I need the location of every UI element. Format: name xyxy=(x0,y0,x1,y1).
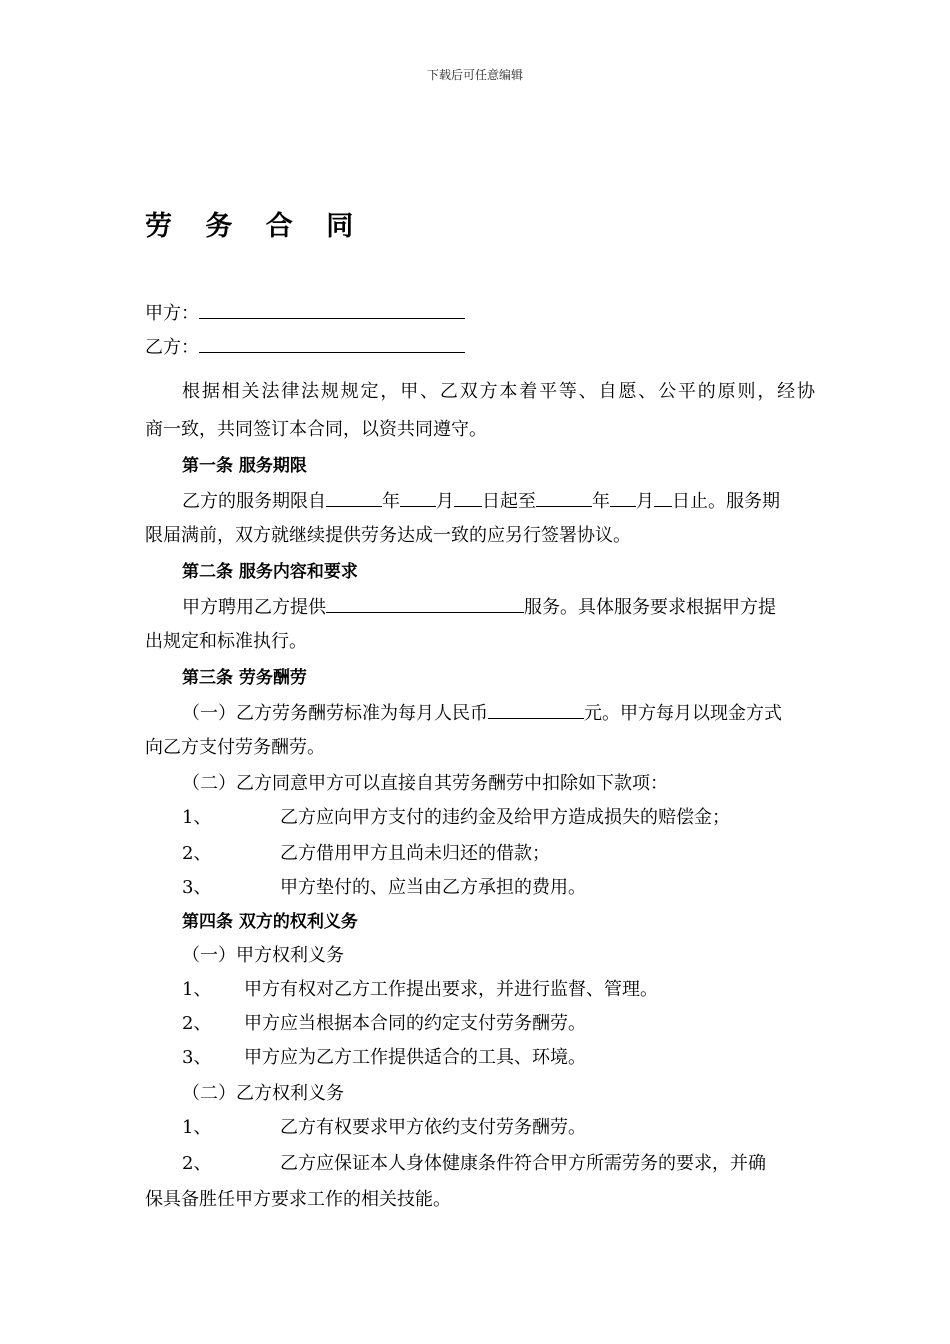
header-note: 下载后可任意编辑 xyxy=(426,68,523,82)
party-a-label: 甲方： xyxy=(145,303,199,324)
article-3-s2: （二）乙方同意甲方可以直接自其劳务酬劳中扣除如下款项： xyxy=(182,773,668,794)
item-text: 甲方应当根据本合同的约定支付劳务酬劳。 xyxy=(244,1013,586,1034)
item-text: 乙方借用甲方且尚未归还的借款； xyxy=(280,843,550,864)
article-4-heading: 第四条 双方的权利义务 xyxy=(182,912,358,932)
art1-text-a: 乙方的服务期限自 xyxy=(182,491,326,512)
start-month-blank[interactable] xyxy=(400,488,436,507)
party-b-label: 乙方： xyxy=(145,337,199,358)
deduction-item-2 xyxy=(182,842,815,866)
item-text: 甲方应为乙方工作提供适合的工具、环境。 xyxy=(244,1047,586,1068)
item-text: 甲方有权对乙方工作提出要求，并进行监督、管理。 xyxy=(244,979,658,1000)
deduction-item-1 xyxy=(182,806,815,830)
art1-text-g: 日止。服务期 xyxy=(672,491,780,512)
party-b-rights-heading: （二）乙方权利义务 xyxy=(182,1083,344,1104)
article-3-heading: 第三条 劳务酬劳 xyxy=(182,668,307,688)
art1-text-b: 年 xyxy=(382,491,400,512)
article-3-s1-line-2: 向乙方支付劳务酬劳。 xyxy=(145,737,325,758)
item-number: 3、 xyxy=(182,877,212,898)
item-number: 2、 xyxy=(182,1013,212,1034)
party-a-row xyxy=(145,300,815,326)
article-2-line-1 xyxy=(182,594,815,620)
article-1-line-2: 限届满前，双方就继续提供劳务达成一致的应另行签署协议。 xyxy=(145,525,631,546)
item-text: 甲方垫付的、应当由乙方承担的费用。 xyxy=(280,877,586,898)
item-text: 乙方应保证本人身体健康条件符合甲方所需劳务的要求，并确 xyxy=(280,1153,766,1174)
article-2-line-2: 出规定和标准执行。 xyxy=(145,631,307,652)
art1-text-c: 月 xyxy=(436,491,454,512)
art1-text-d: 日起至 xyxy=(482,491,536,512)
item-number: 1、 xyxy=(182,979,212,1000)
article-1-line-1 xyxy=(182,488,815,514)
party-b-item-2 xyxy=(182,1152,815,1176)
item-text: 乙方有权要求甲方依约支付劳务酬劳。 xyxy=(280,1117,586,1138)
document-title: 劳 务 合 同 xyxy=(145,211,366,242)
art3-s1-text-b: 元。甲方每月以现金方式 xyxy=(584,703,782,724)
party-a-item-2 xyxy=(182,1012,815,1036)
article-3-s1-line-1 xyxy=(182,700,815,726)
start-day-blank[interactable] xyxy=(454,488,482,507)
deduction-item-3 xyxy=(182,876,815,900)
end-month-blank[interactable] xyxy=(610,488,636,507)
party-b-item-2-continued: 保具备胜任甲方要求工作的相关技能。 xyxy=(145,1189,451,1210)
art1-text-f: 月 xyxy=(636,491,654,512)
item-number: 1、 xyxy=(182,1117,212,1138)
end-day-blank[interactable] xyxy=(654,488,672,507)
article-1-heading: 第一条 服务期限 xyxy=(182,456,307,476)
end-year-blank[interactable] xyxy=(536,488,592,507)
monthly-pay-blank[interactable] xyxy=(488,700,584,719)
art1-text-e: 年 xyxy=(592,491,610,512)
preamble-line-2: 商一致，共同签订本合同，以资共同遵守。 xyxy=(145,419,487,440)
article-2-heading: 第二条 服务内容和要求 xyxy=(182,562,358,582)
party-a-item-1 xyxy=(182,978,815,1002)
service-type-blank[interactable] xyxy=(326,594,524,613)
item-number: 2、 xyxy=(182,843,212,864)
item-number: 2、 xyxy=(182,1153,212,1174)
item-number: 1、 xyxy=(182,807,212,828)
party-a-rights-heading: （一）甲方权利义务 xyxy=(182,945,344,966)
art2-text-a: 甲方聘用乙方提供 xyxy=(182,597,326,618)
party-a-blank[interactable] xyxy=(199,300,465,319)
party-a-item-3 xyxy=(182,1046,815,1070)
party-b-row xyxy=(145,334,815,360)
art3-s1-text-a: （一）乙方劳务酬劳标准为每月人民币 xyxy=(182,703,488,724)
art2-text-b: 服务。具体服务要求根据甲方提 xyxy=(524,597,776,618)
item-text: 乙方应向甲方支付的违约金及给甲方造成损失的赔偿金； xyxy=(280,807,730,828)
start-year-blank[interactable] xyxy=(326,488,382,507)
party-b-item-1 xyxy=(182,1116,815,1140)
item-number: 3、 xyxy=(182,1047,212,1068)
preamble-line-1: 根据相关法律法规规定，甲、乙双方本着平等、自愿、公平的原则，经协 xyxy=(182,381,815,402)
party-b-blank[interactable] xyxy=(199,334,465,353)
